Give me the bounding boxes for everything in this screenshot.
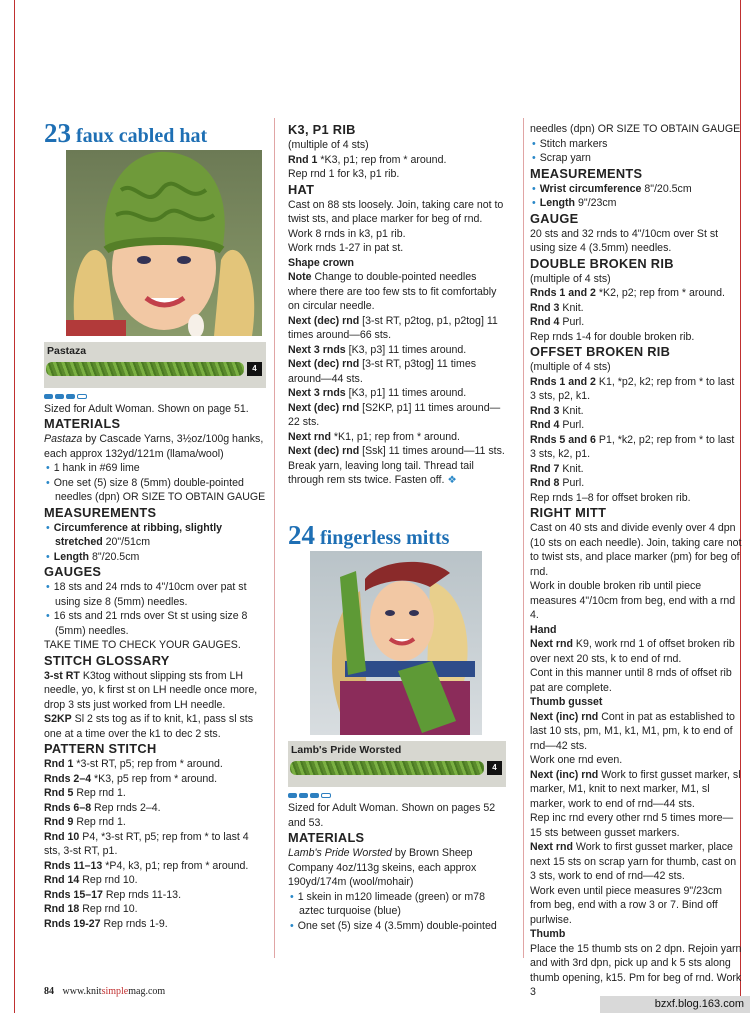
size-note: Sized for Adult Woman. Shown on pages 52 and 53. <box>288 802 496 829</box>
instruction-row: Rnds 5 and 6 P1, *k2, p2; rep from * to last 3 sts, k2, p1. <box>530 433 735 460</box>
pattern-name: fingerless mitts <box>320 526 450 549</box>
obr-rows <box>530 375 743 491</box>
instruction-row: Next rnd *K1, p1; rep from * around. <box>288 430 460 443</box>
instruction-row: Rnds 2–4 *K3, p5 rep from * around. <box>44 772 218 785</box>
heading-offset-broken-rib: OFFSET BROKEN RIB <box>530 344 671 359</box>
mitts-photo <box>310 551 482 735</box>
hat-photo <box>66 150 262 336</box>
hat-instruction: Cast on 88 sts loosely. Join, taking care not to twist sts, and place marker for beg of rnd. <box>288 198 504 225</box>
gauge-item: • 18 sts and 24 rnds to 4"/10cm over pat st using size 8 (5mm) needles. <box>44 580 266 609</box>
column-1 <box>44 118 266 931</box>
column-divider <box>274 118 275 958</box>
instruction-row: Next 3 rnds [K3, p3] 11 times around. <box>288 343 467 356</box>
heading-measurements: MEASUREMENTS <box>530 165 643 181</box>
heading-double-broken-rib: DOUBLE BROKEN RIB <box>530 255 674 271</box>
pattern-name: faux cabled hat <box>76 125 208 147</box>
yarn-strand <box>290 761 484 775</box>
heading-materials: MATERIALS <box>44 416 121 431</box>
materials-item: • 1 hank in #69 lime <box>44 461 266 476</box>
watermark: bzxf.blog.163.com <box>600 996 750 1013</box>
heading-hat: HAT <box>288 181 315 197</box>
instruction-row: Rnd 4 Purl. <box>530 316 585 328</box>
mitt-instruction: Cast on 40 sts and divide evenly over 4 dpn (10 sts on each needle). Join, taking care not to twist sts, and place marker (pm) for beg of rnd. <box>530 522 742 578</box>
gusset-instruction: Next rnd Work to first gusset marker, place next 15 sts on scrap yarn for thumb, cast on 3 sts, work to end of rnd—42 sts. <box>530 841 737 882</box>
heading-gauge: GAUGE <box>530 210 579 226</box>
materials-item: • Stitch markers <box>530 137 743 152</box>
gauge-note: TAKE TIME TO CHECK YOUR GAUGES. <box>44 639 241 651</box>
yarn-swatch <box>288 741 506 787</box>
yarn-weight-icon: 4 <box>487 761 502 775</box>
instruction-row: Next (dec) rnd [Ssk] 11 times around—11 sts. <box>288 445 505 457</box>
gauge-text: 20 sts and 32 rnds to 4"/10cm over St st using size 4 (3.5mm) needles. <box>530 227 719 254</box>
subheading-thumb-gusset: Thumb gusset <box>530 696 603 708</box>
gusset-instruction: Rep inc rnd every other rnd 5 times more—15 sts between gusset markers. <box>530 812 734 839</box>
crown-rows <box>288 314 506 459</box>
instruction-row: Rnd 5 Rep rnd 1. <box>44 787 126 799</box>
hand-instruction: Next rnd K9, work rnd 1 of offset broken rib over next 20 sts, k to end of rnd. <box>530 638 735 665</box>
instruction-row: Next (dec) rnd [3-st RT, p2tog, p1, p2tog] 11 times around—66 sts. <box>288 314 498 341</box>
instruction-row: Rnds 19-27 Rep rnds 1-9. <box>44 917 168 930</box>
instruction-row: Rnd 7 Knit. <box>530 462 584 475</box>
measurement-item: • Circumference at ribbing, slightly stretched 20"/51cm <box>44 521 266 550</box>
page-footer <box>44 986 165 997</box>
skill-level-icon <box>44 394 266 399</box>
measurement-item: • Length 9"/23cm <box>530 196 743 211</box>
instruction-row: Rnd 9 Rep rnd 1. <box>44 816 126 828</box>
yarn-label: Pastaza <box>47 344 87 357</box>
column-2 <box>288 122 506 933</box>
materials-item: • One set (5) size 8 (5mm) double-pointed needles (dpn) OR SIZE TO OBTAIN GAUGE <box>44 476 266 505</box>
instruction-row: Rnds 1 and 2 *K2, p2; rep from * around. <box>530 287 725 299</box>
instruction-row: Rnd 18 Rep rnd 10. <box>44 903 138 915</box>
materials-item: • Scrap yarn <box>530 151 743 166</box>
footer-url: www.knitsimplemag.com <box>62 986 166 997</box>
dbr-rows <box>530 286 743 330</box>
pattern-title-hat <box>44 118 266 148</box>
instruction-row: Next (dec) rnd [S2KP, p1] 11 times around—22 sts. <box>288 401 501 428</box>
yarn-strand <box>46 362 244 376</box>
yarn-label: Lamb's Pride Worsted <box>291 744 402 756</box>
instruction-row: Rnd 1 *3-st RT, p5; rep from * around. <box>44 758 223 770</box>
multiple-note: (multiple of 4 sts) <box>530 361 611 373</box>
hand-instruction: Cont in this manner until 8 rnds of offset rib pat are complete. <box>530 667 732 694</box>
pattern-title-mitts <box>288 519 506 550</box>
column-3 <box>530 122 743 1000</box>
instruction-row: Next 3 rnds [K3, p1] 11 times around. <box>288 387 467 399</box>
subheading-thumb: Thumb <box>530 928 566 940</box>
materials-continued: needles (dpn) OR SIZE TO OBTAIN GAUGE <box>530 123 741 135</box>
multiple-note: (multiple of 4 sts) <box>530 272 611 285</box>
instruction-row: Rnd 8 Purl. <box>530 477 585 489</box>
hat-instruction: Work 8 rnds in k3, p1 rib. <box>288 227 406 240</box>
instruction-row: Rnd 3 Knit. <box>530 301 584 314</box>
rib-repeat: Rep rnds 1-4 for double broken rib. <box>530 330 695 343</box>
materials-yarn: Lamb's Pride Worsted by Brown Sheep Company 4oz/113g skeins, each approx 190yd/174m (wool/mohair) <box>288 847 477 888</box>
gauge-item: • 16 sts and 21 rnds over St st using size 8 (5mm) needles. <box>44 609 266 638</box>
materials-item: • 1 skein in m120 limeade (green) or m78 aztec turquoise (blue) <box>288 890 506 919</box>
heading-k3p1-rib: K3, P1 RIB <box>288 122 356 137</box>
pattern-number: 23 <box>44 118 71 148</box>
heading-materials: MATERIALS <box>288 830 365 845</box>
materials-item: • One set (5) size 4 (3.5mm) double-pointed <box>288 919 506 934</box>
rib-repeat: Rep rnd 1 for k3, p1 rib. <box>288 168 400 180</box>
skill-level-icon <box>288 793 506 798</box>
crown-note: Note Change to double-pointed needles where there are too few sts to fit comfortably on circular needle. <box>288 271 497 312</box>
heading-right-mitt: RIGHT MITT <box>530 505 607 520</box>
instruction-row: Rnds 1 and 2 K1, *p2, k2; rep from * to last 3 sts, p2, k1. <box>530 375 735 402</box>
multiple-note: (multiple of 4 sts) <box>288 139 369 151</box>
pattern-number: 24 <box>288 519 315 550</box>
subheading-shape-crown: Shape crown <box>288 256 354 269</box>
instruction-row: Rnds 6–8 Rep rnds 2–4. <box>44 801 161 814</box>
instruction-row: Rnd 4 Purl. <box>530 419 585 431</box>
instruction-row: Rnd 10 P4, *3-st RT, p5; rep from * to last 4 sts, 3-st RT, p1. <box>44 830 249 857</box>
instruction-row: Rnd 14 Rep rnd 10. <box>44 874 138 886</box>
heading-gauges: GAUGES <box>44 564 102 579</box>
pattern-rows <box>44 757 266 931</box>
gusset-instruction: Next (inc) rnd Work to first gusset marker, sl marker, M1, knit to next marker, M1, sl marker, work to end of rnd—44 sts. <box>530 768 741 810</box>
instruction-row: Rnd 3 Knit. <box>530 404 584 417</box>
gusset-instruction: Work one rnd even. <box>530 754 623 766</box>
hat-instruction: Work rnds 1-27 in pat st. <box>288 242 404 254</box>
page-border-left <box>14 0 15 1013</box>
yarn-weight-icon: 4 <box>247 362 262 376</box>
subheading-hand: Hand <box>530 623 557 636</box>
heading-measurements: MEASUREMENTS <box>44 504 157 520</box>
rib-repeat: Rep rnds 1–8 for offset broken rib. <box>530 491 691 504</box>
heading-pattern-stitch: PATTERN STITCH <box>44 741 157 756</box>
measurement-item: • Wrist circumference 8"/20.5cm <box>530 182 743 197</box>
thumb-instruction: Place the 15 thumb sts on 2 dpn. Rejoin yarn and with 3rd dpn, pick up and k 5 sts along thumb opening, k15. Pm for beg of rnd. Work 3 <box>530 942 742 998</box>
glossary-item: 3-st RT K3tog without slipping sts from LH needle, yo, k first st on LH needle once more, drop 3 sts just worked from LH needle. <box>44 669 258 711</box>
gusset-instruction: Work even until piece measures 9"/23cm from beg, end with a row 3 or 7. Bind off purlwise. <box>530 884 722 926</box>
size-note: Sized for Adult Woman. Shown on page 51. <box>44 402 249 415</box>
yarn-swatch <box>44 342 266 388</box>
glossary-item: S2KP Sl 2 sts tog as if to knit, k1, pass sl sts one at a time over the k1 to dec 2 sts. <box>44 713 254 740</box>
gusset-instruction: Next (inc) rnd Cont in pat as established to last 10 sts, pm, M1, k1, M1, pm, k to end of rnd—42 sts. <box>530 710 735 752</box>
finish-note: Break yarn, leaving long tail. Thread tail through rem sts twice. Fasten off. ❖ <box>288 459 474 486</box>
instruction-row: Next (dec) rnd [3-st RT, p3tog] 11 times around—44 sts. <box>288 358 477 385</box>
mitt-instruction: Work in double broken rib until piece measures 4"/10cm from beg, end with a rnd 4. <box>530 580 736 621</box>
instruction-row: Rnds 15–17 Rep rnds 11-13. <box>44 888 182 901</box>
page-number: 84 <box>44 986 54 997</box>
column-divider <box>523 118 524 958</box>
materials-yarn: Pastaza by Cascade Yarns, 3½oz/100g hanks, each approx 132yd/121m (llama/wool) <box>44 433 264 460</box>
measurement-item: • Length 8"/20.5cm <box>44 550 266 565</box>
heading-stitch-glossary: STITCH GLOSSARY <box>44 652 170 668</box>
rib-row: Rnd 1 *K3, p1; rep from * around. <box>288 153 447 166</box>
instruction-row: Rnds 11–13 *P4, k3, p1; rep from * around. <box>44 859 249 872</box>
